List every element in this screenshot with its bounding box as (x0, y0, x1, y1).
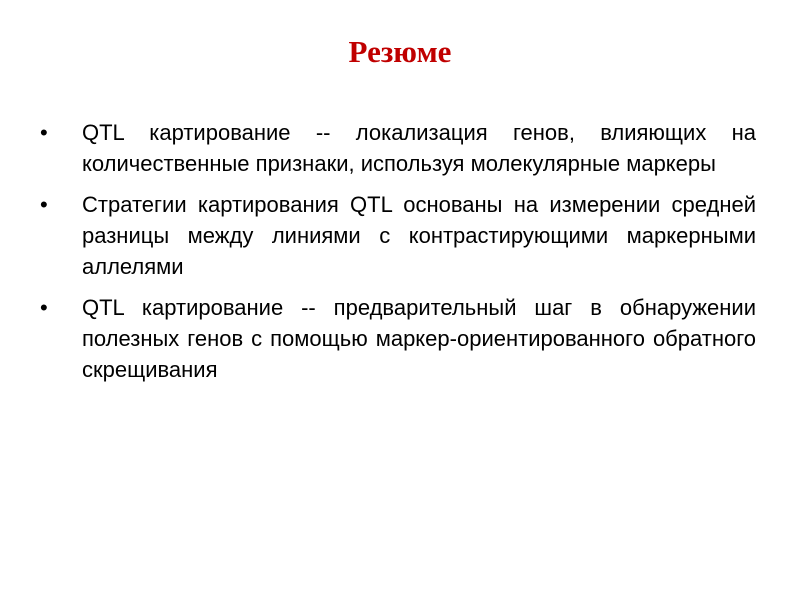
bullet-marker: • (40, 295, 48, 320)
bullet-item (40, 189, 756, 282)
bullet-marker: • (40, 120, 48, 145)
bullet-text: Стратегии картирования QTL основаны на измерении средней разницы между линиями с контрастирующими маркерными аллелями (82, 192, 756, 279)
bullet-item (40, 117, 756, 179)
bullet-list (40, 117, 756, 395)
bullet-marker: • (40, 192, 48, 217)
slide-title: Резюме (348, 34, 452, 69)
bullet-text: QTL картирование -- локализация генов, влияющих на количественные признаки, используя молекулярные маркеры (82, 120, 756, 176)
bullet-text: QTL картирование -- предварительный шаг в обнаружении полезных генов с помощью маркер-ориентированного обратного скрещивания (82, 295, 756, 382)
bullet-item (40, 292, 756, 385)
